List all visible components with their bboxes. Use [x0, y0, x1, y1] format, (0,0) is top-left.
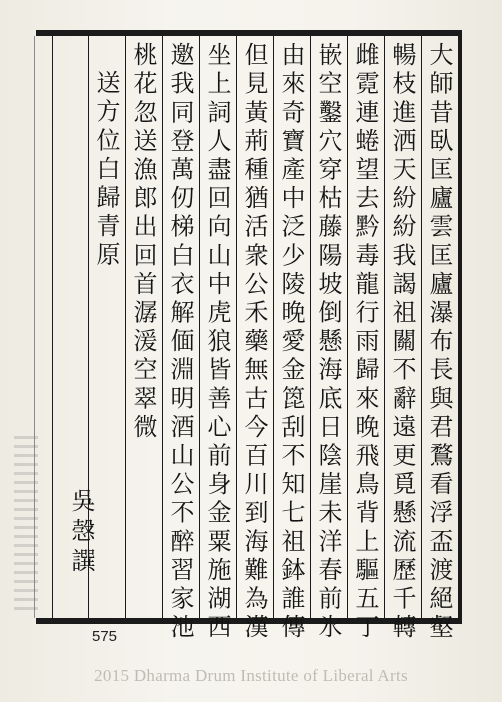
text-column-5: 由來奇寶產中泛少陵晚愛金箆刮不知七祖鉢誰傳: [277, 42, 305, 643]
column-divider: [421, 36, 422, 618]
page-number: 575: [92, 628, 118, 645]
column-divider: [310, 36, 311, 618]
column-divider: [273, 36, 274, 618]
column-divider: [384, 36, 385, 618]
column-divider: [236, 36, 237, 618]
column-divider: [162, 36, 163, 618]
text-column-7: 坐上詞人盡回向山中虎狼皆善心前身金粟施湖西: [203, 42, 231, 643]
text-column-1: 大師昔臥匡廬雲匡廬瀑布長與君鶩看浮盃渡絕壑: [425, 42, 453, 643]
copyright-watermark: 2015 Dharma Drum Institute of Liberal Arts: [94, 666, 408, 685]
text-column-2: 暢枝進洒天紛紛我謁祖關不辭遠更覓懸流歷千轉: [388, 42, 416, 643]
text-column-6: 但見黃荊種猶活衆公禾藥無古今百川到海難為漢: [240, 42, 268, 643]
right-border: [458, 30, 462, 624]
column-divider: [125, 36, 126, 618]
bleed-through-marks: [14, 436, 38, 616]
column-divider: [199, 36, 200, 618]
top-border: [36, 30, 462, 36]
text-column-4: 嵌空鑿穴穿枯藤陽坡倒懸海底日陰崖未洋春前氷: [314, 42, 342, 643]
column-divider: [347, 36, 348, 618]
text-column-9: 桃花忽送漁郎出回首潺湲空翠微: [129, 42, 157, 443]
text-column-3: 雌霓連蜷望去黔毒龍行雨歸來晚飛鳥背上驅五丁: [351, 42, 379, 643]
poem-title: 送方位白歸青原: [92, 70, 120, 271]
text-column-8: 邀我同登萬仞梯白衣解偭淵明酒山公不醉習家池: [166, 42, 194, 643]
author-signature: 吳愨譔: [67, 488, 95, 578]
column-divider: [52, 36, 53, 618]
